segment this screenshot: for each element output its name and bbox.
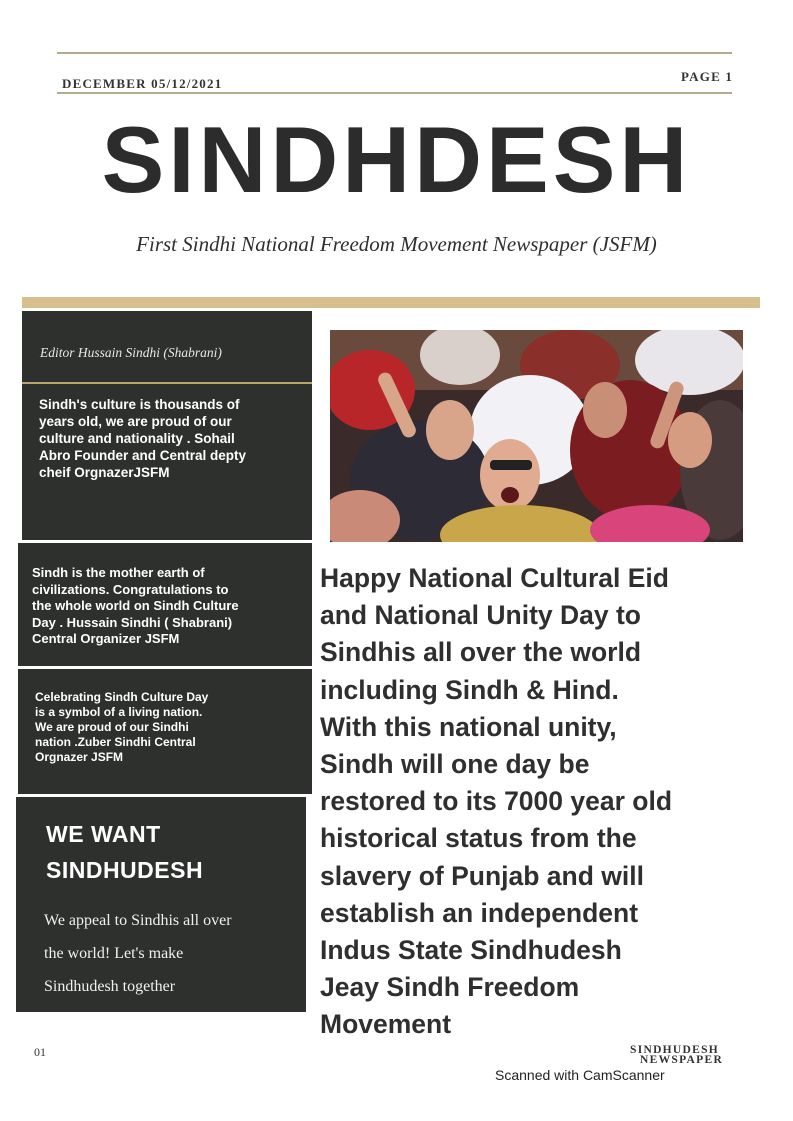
headline-line: and National Unity Day to bbox=[320, 600, 641, 631]
brand-name: SINDHUDESH bbox=[630, 1044, 720, 1056]
title-line: SINDHUDESH bbox=[46, 857, 204, 883]
headline-line: With this national unity, bbox=[320, 711, 617, 742]
crowd-illustration bbox=[330, 330, 743, 542]
text-line: Day . Hussain Sindhi ( Shabrani) bbox=[32, 614, 233, 630]
text-line: nation .Zuber Sindhi Central bbox=[35, 735, 196, 749]
text-line: Sindhudesh together bbox=[44, 978, 176, 995]
text-line: Sindh's culture is thousands of bbox=[39, 397, 240, 412]
page-label: PAGE 1 bbox=[681, 69, 734, 84]
headline-line: historical status from the bbox=[320, 823, 637, 854]
appeal-text bbox=[44, 904, 304, 1003]
headline-line: Sindh will one day be bbox=[320, 749, 590, 780]
main-headline bbox=[320, 560, 770, 1044]
date-rule bbox=[57, 92, 732, 94]
text-line: We are proud of our Sindhi bbox=[35, 720, 189, 734]
top-rule bbox=[57, 52, 732, 54]
headline-line: Happy National Cultural Eid bbox=[320, 563, 669, 593]
headline-line: Sindhis all over the world bbox=[320, 637, 642, 668]
text-line: Celebrating Sindh Culture Day bbox=[35, 690, 209, 704]
headline-line: Indus State Sindhudesh bbox=[320, 935, 622, 966]
text-line: Sindh is the mother earth of bbox=[32, 565, 205, 580]
text-line: is a symbol of a living nation. bbox=[35, 705, 203, 719]
text-line: years old, we are proud of our bbox=[39, 414, 232, 429]
mother-earth-block-text bbox=[32, 565, 239, 648]
title-line: WE WANT bbox=[46, 821, 161, 847]
brand-subtitle: NEWSPAPER bbox=[640, 1054, 724, 1066]
text-line: culture and nationality . Sohail bbox=[39, 431, 235, 446]
text-line: cheif OrgnazerJSFM bbox=[39, 465, 170, 480]
headline-line: including Sindh & Hind. bbox=[320, 674, 619, 705]
scanner-watermark: Scanned with CamScanner bbox=[495, 1067, 665, 1083]
text-line: Abro Founder and Central depty bbox=[39, 448, 247, 463]
want-sindhudesh-title bbox=[46, 816, 203, 888]
text-line: the whole world on Sindh Culture bbox=[32, 598, 239, 613]
text-line: the world! Let's make bbox=[44, 945, 184, 962]
headline-line: Movement bbox=[320, 1009, 452, 1040]
text-line: Central Organizer JSFM bbox=[32, 631, 180, 646]
culture-block-text bbox=[39, 396, 246, 481]
editor-credit: Editor Hussain Sindhi (Shabrani) bbox=[40, 345, 222, 360]
living-nation-block-text bbox=[35, 690, 208, 765]
page-number: 01 bbox=[34, 1045, 46, 1059]
text-line: Orgnazer JSFM bbox=[35, 750, 124, 764]
headline-line: slavery of Punjab and will bbox=[320, 860, 644, 891]
text-line: civilizations. Congratulations to bbox=[32, 581, 229, 597]
celebration-photo bbox=[330, 330, 743, 542]
tagline: First Sindhi National Freedom Movement Newspaper (JSFM) bbox=[136, 232, 657, 256]
headline-line: Jeay Sindh Freedom bbox=[320, 972, 580, 1003]
issue-date: DECEMBER 05/12/2021 bbox=[62, 76, 223, 91]
panel-divider bbox=[22, 382, 312, 384]
masthead-title: SINDHDESH bbox=[101, 107, 692, 212]
text-line: We appeal to Sindhis all over bbox=[44, 912, 232, 929]
gold-band bbox=[22, 297, 760, 308]
headline-line: restored to its 7000 year old bbox=[320, 786, 673, 817]
headline-line: establish an independent bbox=[320, 897, 639, 928]
